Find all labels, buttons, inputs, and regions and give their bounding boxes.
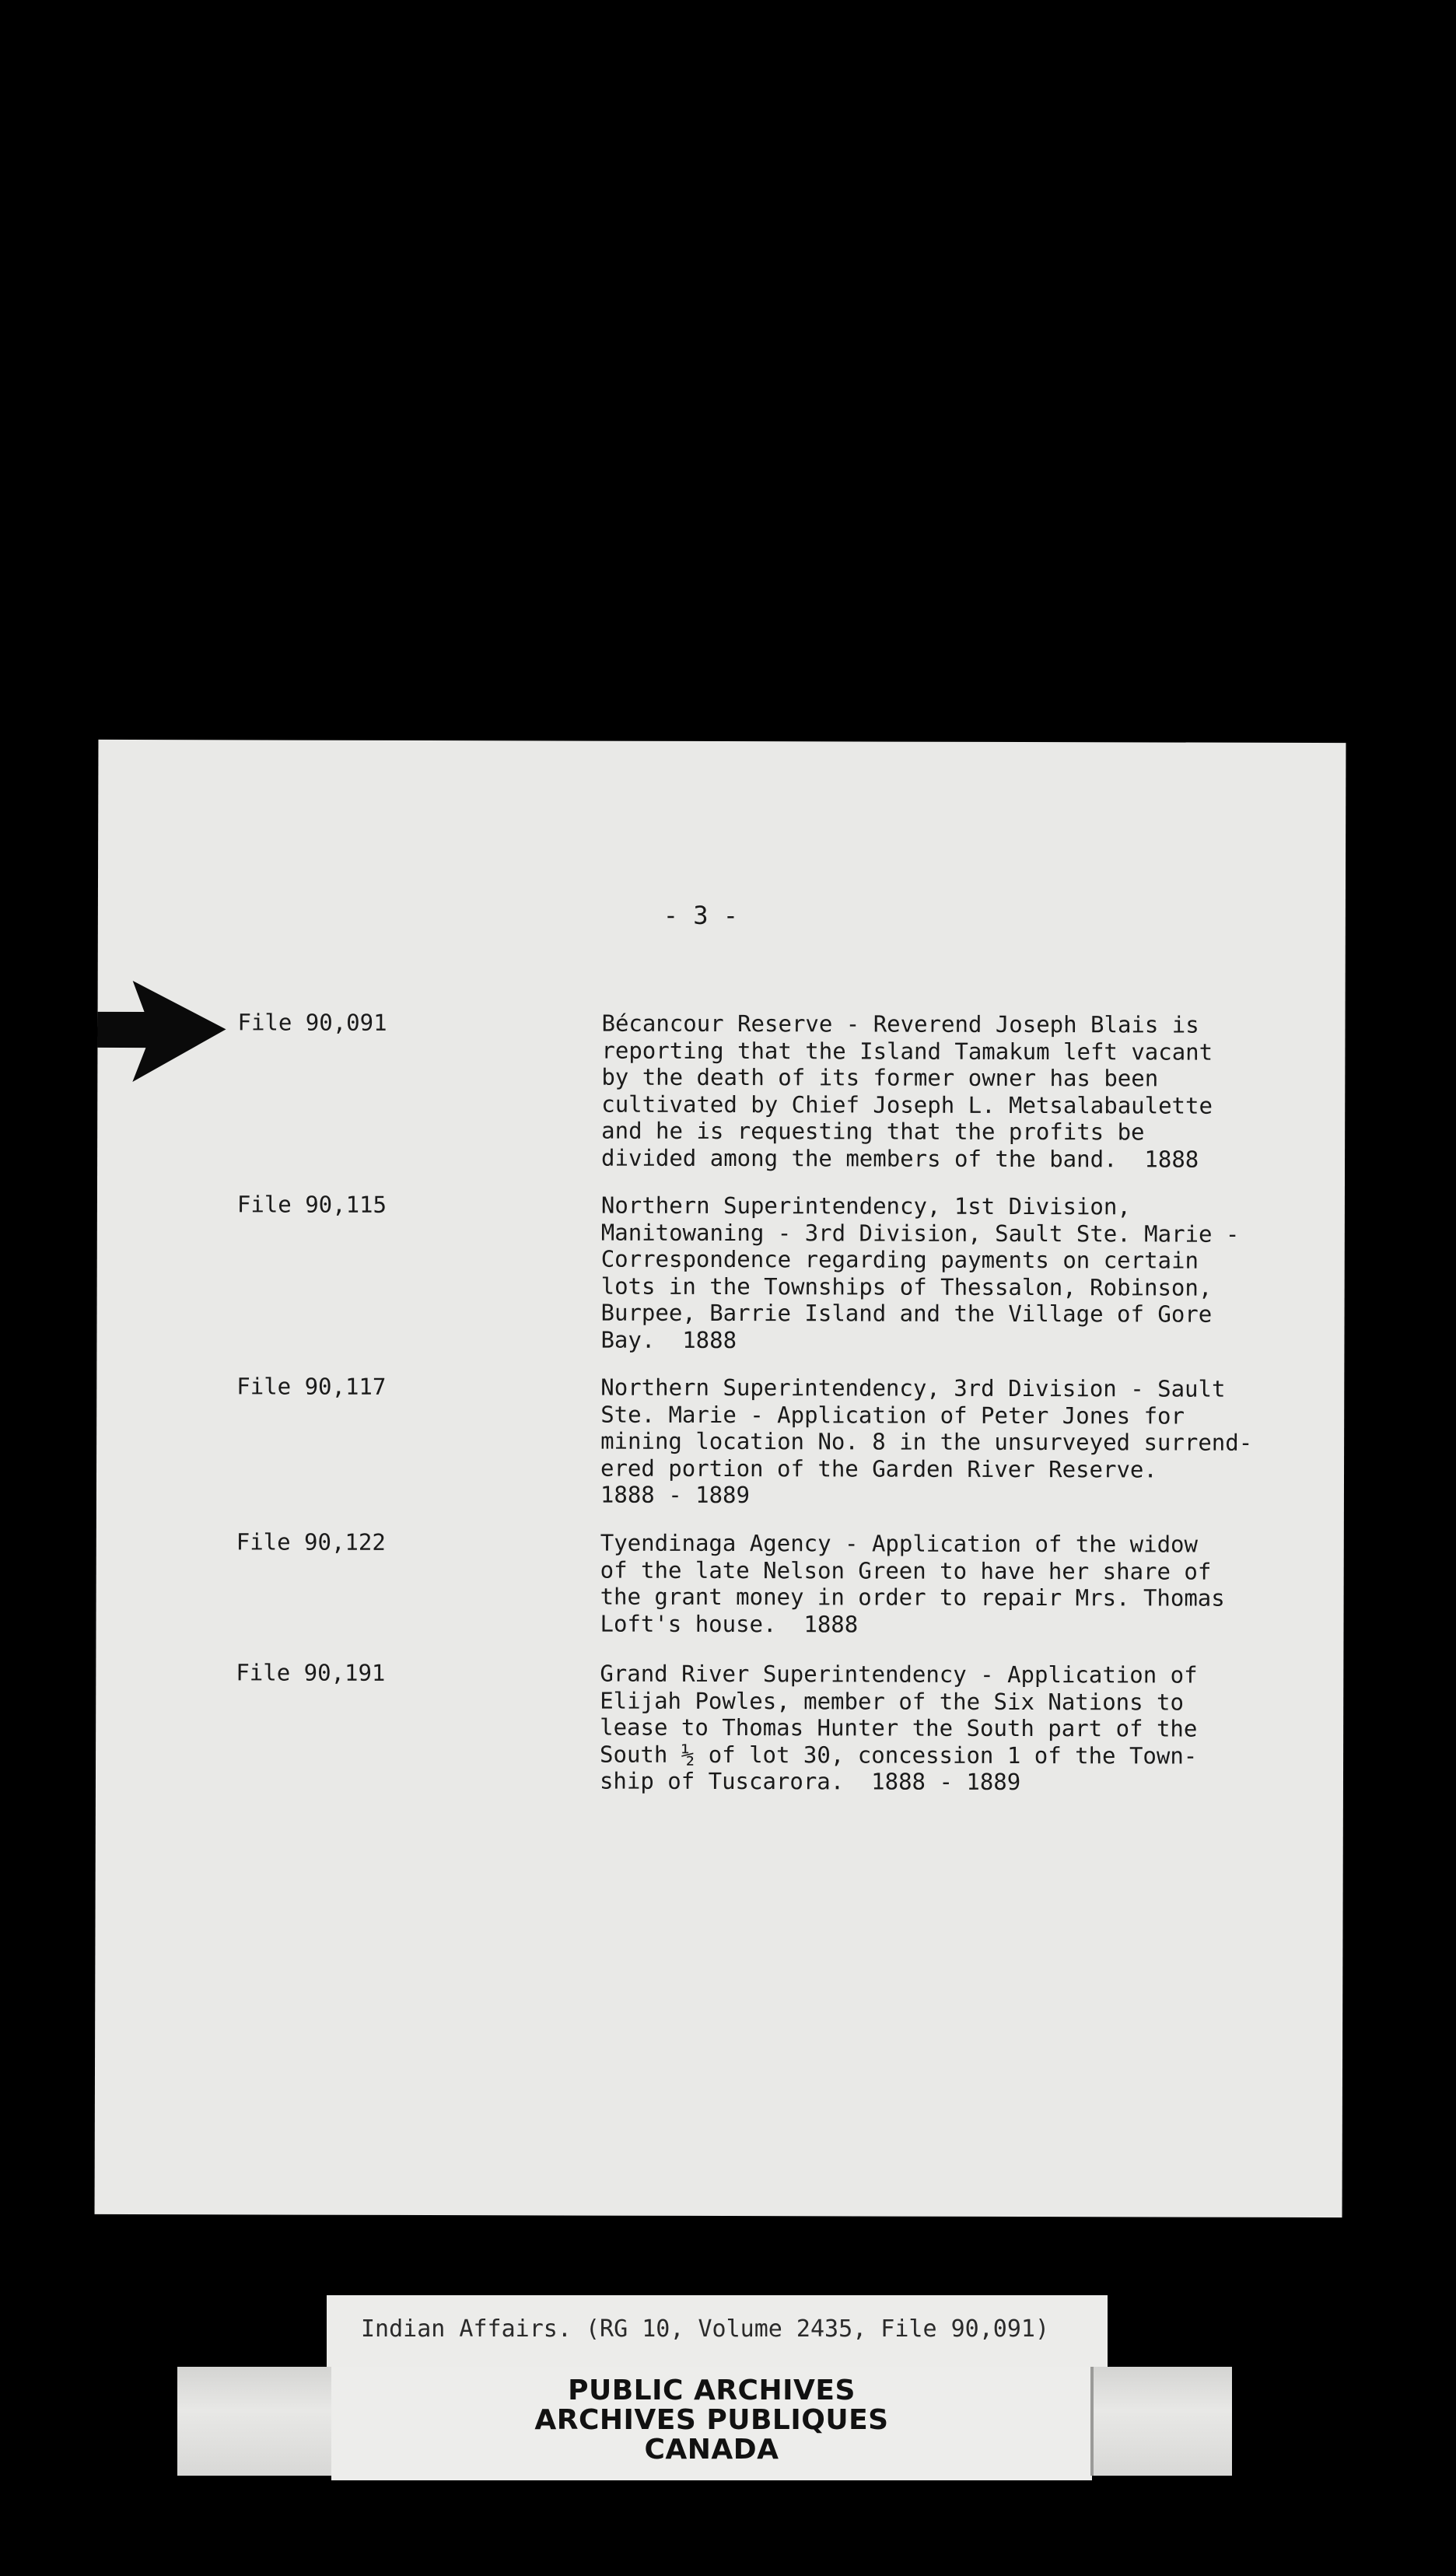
description-line: Northern Superintendency, 1st Division,	[600, 1192, 1131, 1220]
description-line: South ½ of lot 30, concession 1 of the Town-	[600, 1741, 1198, 1769]
description-line: and he is requesting that the profits be	[601, 1117, 1145, 1146]
stamp-line: PUBLIC ARCHIVES	[568, 2375, 856, 2406]
description-line: Manitowaning - 3rd Division, Sault Ste. Marie -	[600, 1219, 1240, 1248]
description-line: Elijah Powles, member of the Six Nations to	[600, 1687, 1185, 1716]
description-line: Bécancour Reserve - Reverend Joseph Blais is	[601, 1010, 1199, 1038]
description-line: reporting that the Island Tamakum left vacant	[601, 1037, 1213, 1066]
reference-label	[327, 2295, 1108, 2367]
document-page	[95, 740, 1346, 2217]
description-line: cultivated by Chief Joseph L. Metsalabaulette	[601, 1090, 1213, 1119]
archives-stamp-center	[331, 2367, 1092, 2480]
file-number: File 90,115	[236, 1191, 387, 1218]
reference-label-text: Indian Affairs. (RG 10, Volume 2435, File 90,091)	[361, 2315, 1050, 2343]
file-entry-list	[95, 740, 1346, 2217]
file-number: File 90,191	[236, 1659, 386, 1686]
file-entry	[98, 1009, 1346, 1173]
description-line: Correspondence regarding payments on certain	[600, 1245, 1199, 1274]
description-line: of the late Nelson Green to have her share of	[600, 1556, 1212, 1585]
description-line: Grand River Superintendency - Application of	[600, 1660, 1198, 1689]
page-number: - 3 -	[663, 900, 739, 931]
file-entry	[97, 1191, 1345, 1353]
stamp-line: ARCHIVES PUBLIQUES	[534, 2404, 889, 2436]
file-entry	[96, 1373, 1344, 1509]
description-line: Ste. Marie - Application of Peter Jones for	[600, 1401, 1185, 1430]
file-description	[600, 1192, 1270, 1355]
description-line: the grant money in order to repair Mrs. Thomas	[600, 1583, 1225, 1612]
file-entry	[96, 1659, 1343, 1796]
file-description	[600, 1661, 1269, 1797]
file-description	[601, 1010, 1271, 1173]
description-line: ship of Tuscarora. 1888 - 1889	[599, 1767, 1021, 1796]
file-number: File 90,117	[236, 1373, 387, 1400]
file-description	[600, 1374, 1269, 1510]
description-line: Burpee, Barrie Island and the Village of Gore	[600, 1299, 1213, 1328]
description-line: lease to Thomas Hunter the South part of the	[600, 1713, 1198, 1742]
file-number: File 90,122	[236, 1528, 386, 1556]
file-number: File 90,091	[237, 1009, 387, 1036]
description-line: Northern Superintendency, 3rd Division - Sault	[600, 1374, 1226, 1402]
description-line: divided among the members of the band. 1888	[601, 1144, 1199, 1173]
description-line: Bay. 1888	[600, 1326, 737, 1353]
file-description	[600, 1530, 1269, 1639]
description-line: Loft's house. 1888	[600, 1610, 859, 1637]
description-line: mining location No. 8 in the unsurveyed surrend-	[600, 1427, 1253, 1456]
description-line: by the death of its former owner has been	[601, 1063, 1159, 1092]
description-line: ered portion of the Garden River Reserve.	[600, 1454, 1157, 1482]
stamp-line: CANADA	[644, 2434, 779, 2466]
description-line: 1888 - 1889	[600, 1481, 751, 1509]
description-line: lots in the Townships of Thessalon, Robinson,	[600, 1272, 1213, 1301]
archives-stamp	[177, 2367, 1232, 2476]
description-line: Tyendinaga Agency - Application of the widow	[600, 1529, 1199, 1558]
file-entry	[96, 1528, 1344, 1637]
